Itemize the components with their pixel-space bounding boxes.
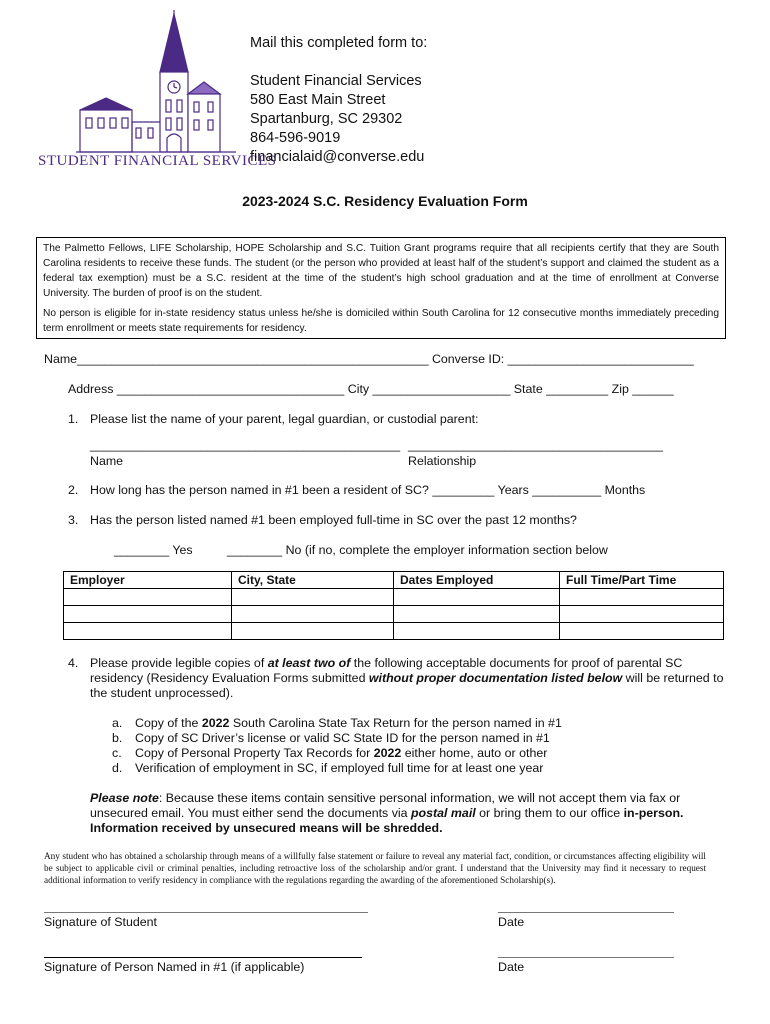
list-item xyxy=(112,731,562,746)
header-city-state: City, State xyxy=(232,572,394,589)
employer-cell[interactable] xyxy=(64,606,232,623)
address-field[interactable]: Address _________________________________ City ____________________ State _________ Zip ______ xyxy=(68,382,674,396)
doc-text: Copy of SC Driver’s license or valid SC State ID for the person named in #1 xyxy=(135,731,550,745)
address-line-office: Student Financial Services xyxy=(250,73,422,89)
doc-text: Verification of employment in SC, if employed full time for at least one year xyxy=(135,761,544,775)
address-line-city: Spartanburg, SC 29302 xyxy=(250,111,403,127)
employed-yes-field[interactable]: ________ Yes xyxy=(114,543,193,557)
security-note xyxy=(90,791,730,836)
doc-year: 2022 xyxy=(201,716,230,730)
city-state-cell[interactable] xyxy=(232,623,394,640)
q4-emphasis-at-least-two: at least two of xyxy=(267,656,351,670)
q1-number: 1. xyxy=(68,412,79,426)
full-part-time-cell[interactable] xyxy=(560,589,724,606)
student-financial-services-logo xyxy=(36,10,246,170)
note-in-person: in-person. xyxy=(623,806,684,820)
legal-disclaimer: Any student who has obtained a scholarship through means of a willfully false statement or failure to reveal any material fact, condition, or circumstances affecting eligibility will be subject to applicable civil or criminal penalties, including retroactive loss of the scholarship and/or grant. I understand that the University may find it necessary to request additional information to verify residency in compliance with the regulations regarding the awarding of the aforementioned Scholarship(s). xyxy=(44,851,706,885)
note-shredded-warning: Information received by unsecured means will be shredded. xyxy=(90,821,443,835)
dates-employed-cell[interactable] xyxy=(394,623,560,640)
list-letter: c. xyxy=(112,746,122,760)
parent-name-label: Name xyxy=(90,454,124,468)
employed-no-field[interactable]: ________ No (if no, complete the employer information section below xyxy=(227,543,608,557)
list-item xyxy=(112,746,562,761)
mail-heading: Mail this completed form to: xyxy=(250,35,428,51)
employer-cell[interactable] xyxy=(64,623,232,640)
residency-paragraph: No person is eligible for in-state residency status unless he/she is domiciled within South Carolina for 12 consecutive months immediately preceding term enrollment or meets state requirements for residency. xyxy=(43,308,719,334)
city-state-cell[interactable] xyxy=(232,589,394,606)
q4-text-part: the following acceptable documents for proof of parental SC residency (Residency Evaluation Forms submitted xyxy=(90,656,683,685)
student-date-label: Date xyxy=(498,915,525,929)
doc-text: either home, auto or other xyxy=(401,746,548,760)
form-title: 2023-2024 S.C. Residency Evaluation Form xyxy=(242,193,528,209)
relationship-label: Relationship xyxy=(408,454,477,468)
mailing-address-block xyxy=(250,34,427,167)
address-line-email: financialaid@converse.edu xyxy=(250,149,425,165)
eligibility-notice-box xyxy=(36,237,726,339)
doc-text: South Carolina State Tax Return for the person named in #1 xyxy=(229,716,562,730)
doc-text: Copy of Personal Property Tax Records for xyxy=(135,746,374,760)
table-row xyxy=(64,589,724,606)
list-letter: d. xyxy=(112,761,123,775)
doc-text: Copy of the xyxy=(135,716,202,730)
student-signature-label: Signature of Student xyxy=(44,915,157,929)
q3-number: 3. xyxy=(68,513,79,527)
full-part-time-cell[interactable] xyxy=(560,606,724,623)
q4-text-part: Please provide legible copies of xyxy=(90,656,268,670)
note-postal-mail: postal mail xyxy=(410,806,476,820)
acceptable-documents-list xyxy=(112,716,562,776)
note-text: : Because these items contain sensitive personal information, we will not accept them via fax or unsecured email. You must either send the documents via xyxy=(90,791,681,820)
q4-text-part: will be returned to the student unprocessed). xyxy=(90,671,724,700)
q4-emphasis-documentation: without proper documentation listed below xyxy=(368,671,623,685)
header-full-part-time: Full Time/Part Time xyxy=(560,572,724,589)
name-converse-id-field[interactable]: Name___________________________________________________ Converse ID: ___________________________ xyxy=(44,352,694,366)
eligibility-paragraph: The Palmetto Fellows, LIFE Scholarship, HOPE Scholarship and S.C. Tuition Grant programs require that all recipients certify that they are South Carolina residents to receive these funds. The student (or the person who provided at least half of the student’s support and claimed the student as a federal tax exemption) must be a S.C. resident at the time of the student’s high school graduation and at the time of enrollment at Converse University. The burden of proof is on the student. xyxy=(43,243,719,299)
note-text: or bring them to our office xyxy=(475,806,624,820)
person-signature-line[interactable] xyxy=(44,957,362,958)
header-employer: Employer xyxy=(64,572,232,589)
student-date-line[interactable] xyxy=(498,912,674,913)
person-date-label: Date xyxy=(498,960,525,974)
person-date-line[interactable] xyxy=(498,957,674,958)
list-item xyxy=(112,761,562,776)
q4-block xyxy=(68,656,728,701)
address-line-street: 580 East Main Street xyxy=(250,92,386,108)
list-item xyxy=(112,716,562,731)
table-row xyxy=(64,606,724,623)
employer-cell[interactable] xyxy=(64,589,232,606)
q2-number: 2. xyxy=(68,483,79,497)
doc-year: 2022 xyxy=(373,746,402,760)
city-state-cell[interactable] xyxy=(232,606,394,623)
full-part-time-cell[interactable] xyxy=(560,623,724,640)
employer-table-header xyxy=(64,572,724,589)
table-row xyxy=(64,623,724,640)
residency-duration-field[interactable]: How long has the person named in #1 been a resident of SC? _________ Years __________ Months xyxy=(90,483,646,497)
q4-text xyxy=(90,656,728,701)
relationship-field[interactable]: _____________________________________ xyxy=(408,438,663,452)
logo-wordmark: STUDENT FINANCIAL SERVICES xyxy=(38,153,277,169)
header-dates-employed: Dates Employed xyxy=(394,572,560,589)
note-label: Please note xyxy=(90,791,159,805)
q3-text: Has the person listed named #1 been employed full-time in SC over the past 12 months? xyxy=(90,513,577,527)
employer-table xyxy=(63,571,724,640)
address-line-phone: 864-596-9019 xyxy=(250,130,341,146)
list-letter: a. xyxy=(112,716,123,730)
dates-employed-cell[interactable] xyxy=(394,589,560,606)
student-signature-line[interactable] xyxy=(44,912,368,913)
list-letter: b. xyxy=(112,731,123,745)
q4-number: 4. xyxy=(68,656,79,670)
parent-name-field[interactable]: _____________________________________________ xyxy=(90,438,401,452)
dates-employed-cell[interactable] xyxy=(394,606,560,623)
person-signature-label: Signature of Person Named in #1 (if applicable) xyxy=(44,960,305,974)
q1-text: Please list the name of your parent, legal guardian, or custodial parent: xyxy=(90,412,479,426)
